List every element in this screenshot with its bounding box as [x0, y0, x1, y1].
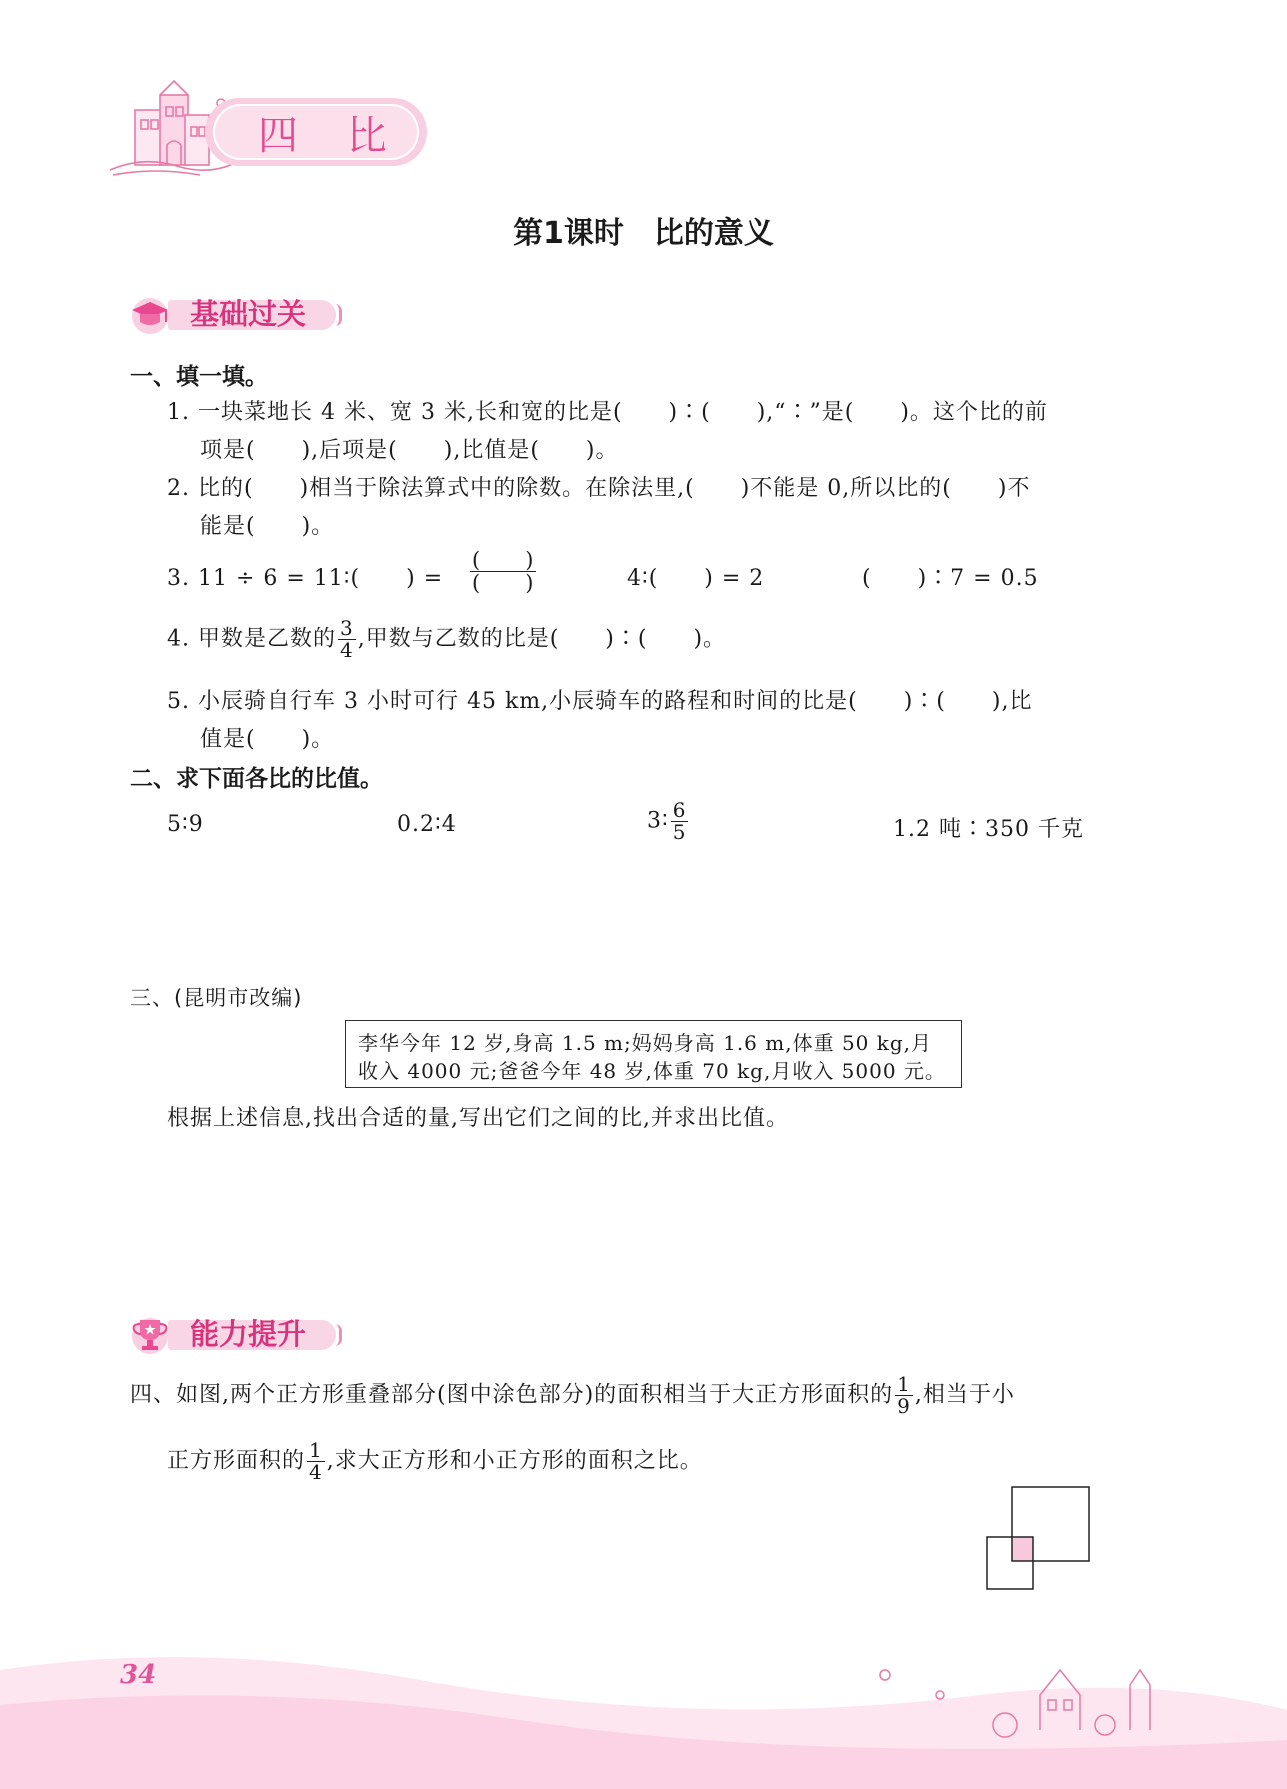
- graduation-cap-icon: [128, 292, 172, 336]
- squares-figure: [980, 1480, 1090, 1595]
- part4-line2: [167, 1440, 703, 1483]
- info-box-line1: 李华今年 12 岁,身高 1.5 m;妈妈身高 1.6 m,体重 50 kg,月: [358, 1031, 933, 1055]
- ratio-4: 1.2 吨∶350 千克: [893, 817, 1084, 842]
- q4-part-b: ,甲数与乙数的比是( )∶( )。: [357, 626, 727, 652]
- lesson-title: 第1课时 比的意义: [513, 216, 774, 251]
- part1-heading: 一、填一填。: [130, 364, 268, 390]
- q3-part-c: ( )∶7 = 0.5: [862, 566, 1039, 591]
- q5-line1: 5. 小辰骑自行车 3 小时可行 45 km,小辰骑车的路程和时间的比是( )∶( ),比: [167, 689, 1033, 714]
- part4-line1-den: 9: [897, 1394, 911, 1418]
- part4-line2-num: 1: [309, 1438, 323, 1462]
- q2-line2: 能是( )。: [200, 514, 335, 539]
- chapter-title: 四 比: [258, 113, 405, 159]
- q2-line1: 2. 比的( )相当于除法算式中的除数。在除法里,( )不能是 0,所以比的( )不: [167, 476, 1031, 501]
- section-banner-advanced-label: 能力提升: [190, 1317, 307, 1351]
- overlap-area: [1012, 1537, 1033, 1561]
- part3-instruction: 根据上述信息,找出合适的量,写出它们之间的比,并求出比值。: [167, 1106, 789, 1131]
- part2-heading: 二、求下面各比的比值。: [130, 766, 383, 792]
- part4-line2-den: 4: [309, 1460, 323, 1484]
- q3-fraction: [468, 549, 538, 594]
- part4-line1-a: 四、如图,两个正方形重叠部分(图中涂色部分)的面积相当于大正方形面积的: [130, 1382, 894, 1408]
- part3-heading: 三、(昆明市改编): [130, 986, 303, 1010]
- q4-frac-den: 4: [339, 638, 354, 662]
- bottom-wave-decoration: [0, 1600, 1287, 1789]
- ratio-2: 0.2∶4: [397, 812, 457, 837]
- ratio-3-num: 6: [672, 798, 687, 822]
- q3-frac-num: ( ): [472, 548, 535, 572]
- ratio-3-den: 5: [672, 820, 687, 844]
- section-banner-basic-label: 基础过关: [190, 297, 307, 331]
- q3-frac-den: ( ): [472, 571, 535, 596]
- q4-part-a: 4. 甲数是乙数的: [167, 626, 336, 652]
- part4-line1: [130, 1374, 1015, 1417]
- trophy-icon: [128, 1312, 172, 1356]
- q3-part-b: 4∶( ) = 2: [627, 566, 765, 591]
- ratio-1: 5∶9: [167, 812, 204, 837]
- ratio-3-a: 3∶: [647, 808, 669, 834]
- q4-frac-num: 3: [339, 616, 354, 640]
- q1-line1: 1. 一块菜地长 4 米、宽 3 米,长和宽的比是( )∶( ),“∶”是( )。这个比的前: [167, 400, 1048, 425]
- q5-line2: 值是( )。: [200, 727, 335, 752]
- section-banner-advanced: [128, 1312, 358, 1352]
- page-number: 34: [120, 1660, 157, 1690]
- section-banner-basic: [128, 292, 358, 332]
- part4-line1-b: ,相当于小: [914, 1382, 1015, 1408]
- part4-line2-b: ,求大正方形和小正方形的面积之比。: [326, 1448, 703, 1474]
- part4-line2-a: 正方形面积的: [167, 1448, 306, 1474]
- info-box-line2: 收入 4000 元;爸爸今年 48 岁,体重 70 kg,月收入 5000 元。: [358, 1059, 946, 1083]
- q3-part-a: 3. 11 ÷ 6 = 11∶( ) =: [167, 566, 444, 591]
- info-box: [345, 1020, 962, 1088]
- ratio-3: [647, 800, 690, 843]
- part4-line1-num: 1: [897, 1372, 911, 1396]
- q1-line2: 项是( ),后项是( ),比值是( )。: [200, 438, 619, 463]
- q4-line: [167, 618, 726, 661]
